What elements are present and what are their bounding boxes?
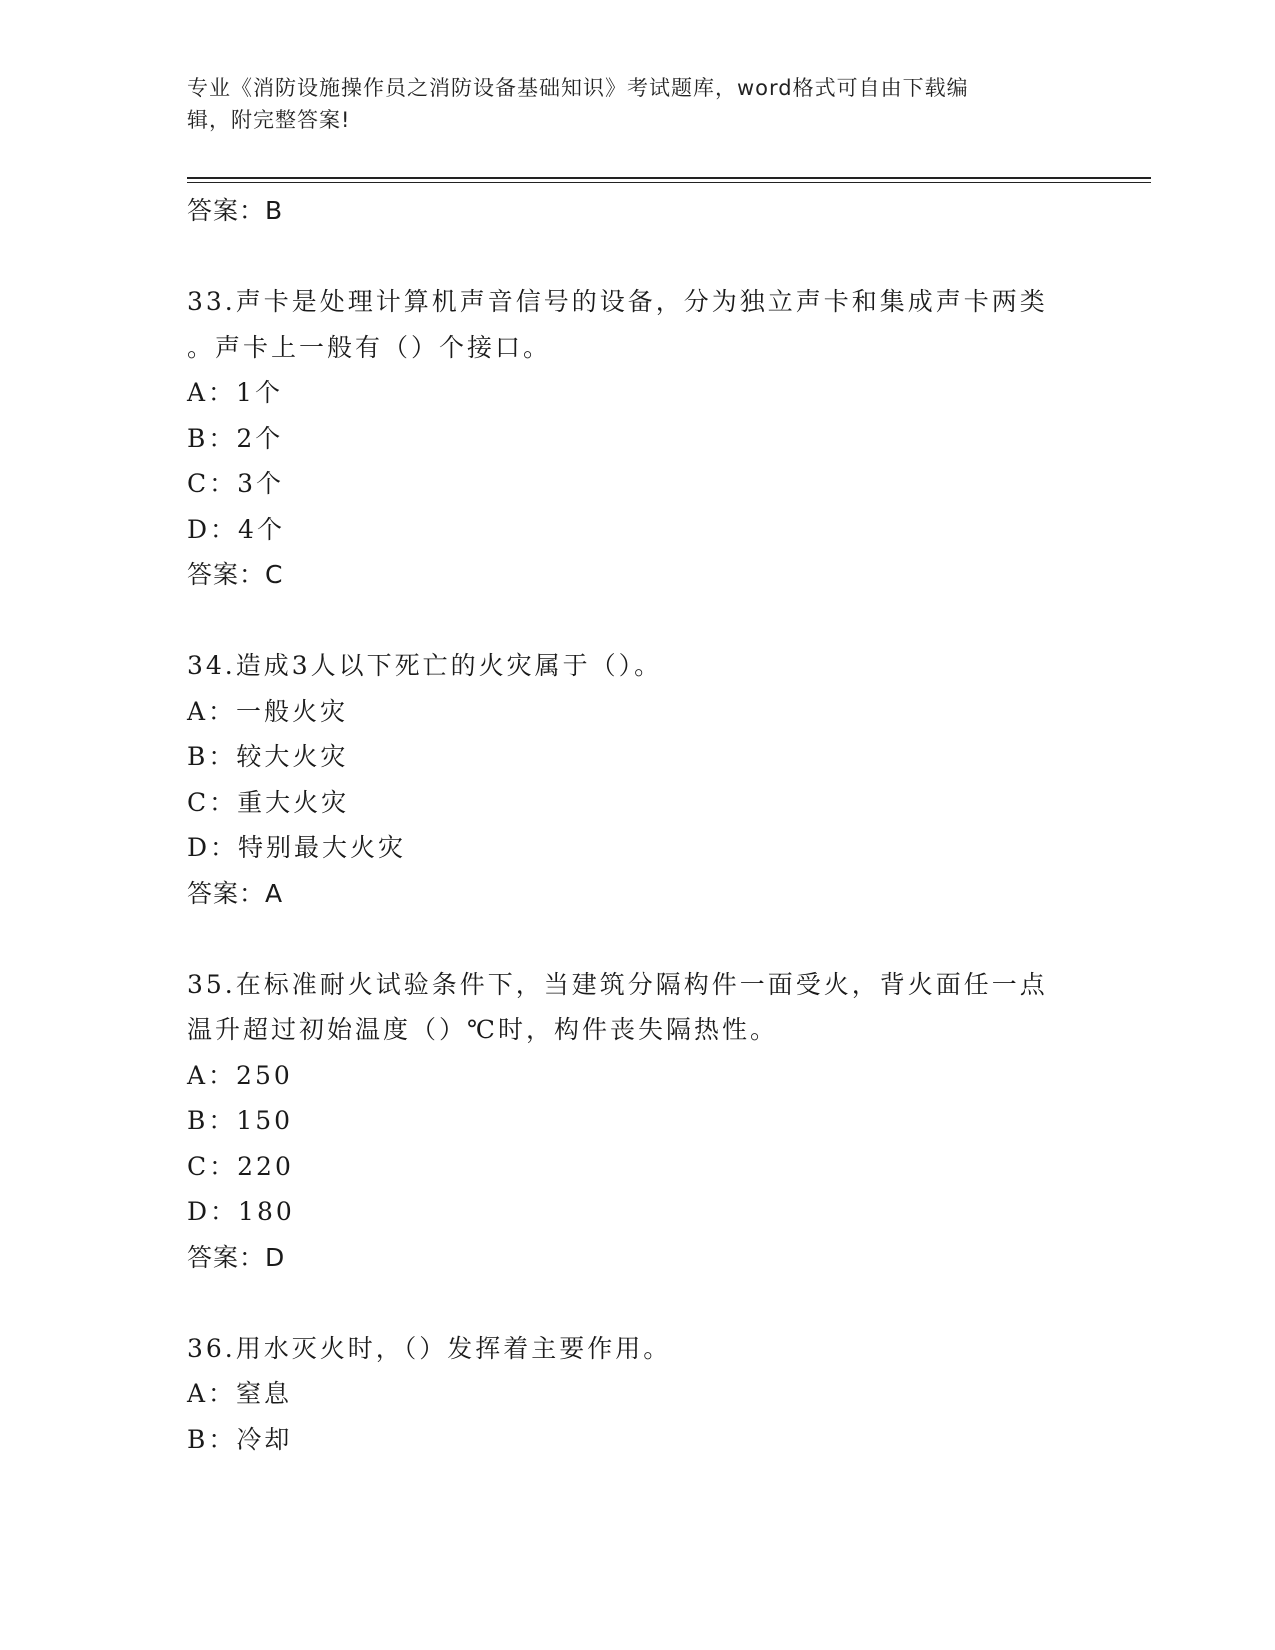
answer-line bbox=[187, 552, 1087, 598]
header-divider-thin bbox=[187, 182, 1151, 183]
question-stem: 。声卡上一般有（）个接口。 bbox=[187, 332, 552, 362]
option-c: C：重大火灾 bbox=[187, 787, 350, 817]
option-b: B：冷却 bbox=[187, 1424, 293, 1454]
answer-value: D bbox=[265, 1242, 286, 1272]
spacer bbox=[187, 598, 1087, 644]
document-header bbox=[187, 72, 1067, 136]
header-divider bbox=[187, 177, 1151, 179]
question-block bbox=[187, 1326, 1087, 1463]
question-block bbox=[187, 279, 1087, 598]
answer-line bbox=[187, 1235, 1087, 1281]
answer-prefix: 答案： bbox=[187, 1242, 266, 1272]
option-d: D：4个 bbox=[187, 514, 285, 544]
option-b: B：较大火灾 bbox=[187, 742, 349, 771]
answer-value: B bbox=[265, 196, 284, 225]
option-d: D：180 bbox=[187, 1197, 295, 1226]
answer-prefix: 答案： bbox=[187, 560, 266, 589]
answer-prefix: 答案： bbox=[187, 196, 266, 225]
option-a: A：250 bbox=[187, 1060, 293, 1090]
question-block bbox=[187, 643, 1087, 916]
header-line-2: 辑，附完整答案! bbox=[187, 108, 351, 132]
question-stem: 36.用水灭火时，（）发挥着主要作用。 bbox=[187, 1333, 672, 1363]
spacer bbox=[187, 234, 1087, 280]
option-b: B：150 bbox=[187, 1106, 294, 1135]
header-line-1: 专业《消防设施操作员之消防设备基础知识》考试题库，word格式可自由下载编 bbox=[187, 76, 969, 100]
answer-line bbox=[187, 188, 1087, 234]
answer-prefix: 答案： bbox=[187, 878, 266, 908]
question-block bbox=[187, 962, 1087, 1281]
option-b: B：2个 bbox=[187, 423, 284, 453]
question-stem: 33.声卡是处理计算机声音信号的设备，分为独立声卡和集成声卡两类 bbox=[187, 287, 1048, 316]
option-c: C：220 bbox=[187, 1151, 294, 1181]
option-a: A：窒息 bbox=[187, 1379, 293, 1408]
option-c: C：3个 bbox=[187, 469, 285, 498]
question-list bbox=[187, 188, 1087, 1462]
option-a: A：一般火灾 bbox=[187, 696, 349, 726]
answer-value: C bbox=[265, 560, 284, 589]
option-a: A：1个 bbox=[187, 378, 283, 407]
answer-value: A bbox=[265, 878, 284, 908]
spacer bbox=[187, 916, 1087, 962]
question-stem: 35.在标准耐火试验条件下，当建筑分隔构件一面受火，背火面任一点 bbox=[187, 969, 1048, 999]
question-stem: 温升超过初始温度（）℃时，构件丧失隔热性。 bbox=[187, 1015, 778, 1044]
answer-line bbox=[187, 871, 1087, 917]
question-stem: 34.造成3人以下死亡的火灾属于（）。 bbox=[187, 651, 663, 680]
option-d: D：特别最大火灾 bbox=[187, 833, 407, 862]
spacer bbox=[187, 1280, 1087, 1326]
